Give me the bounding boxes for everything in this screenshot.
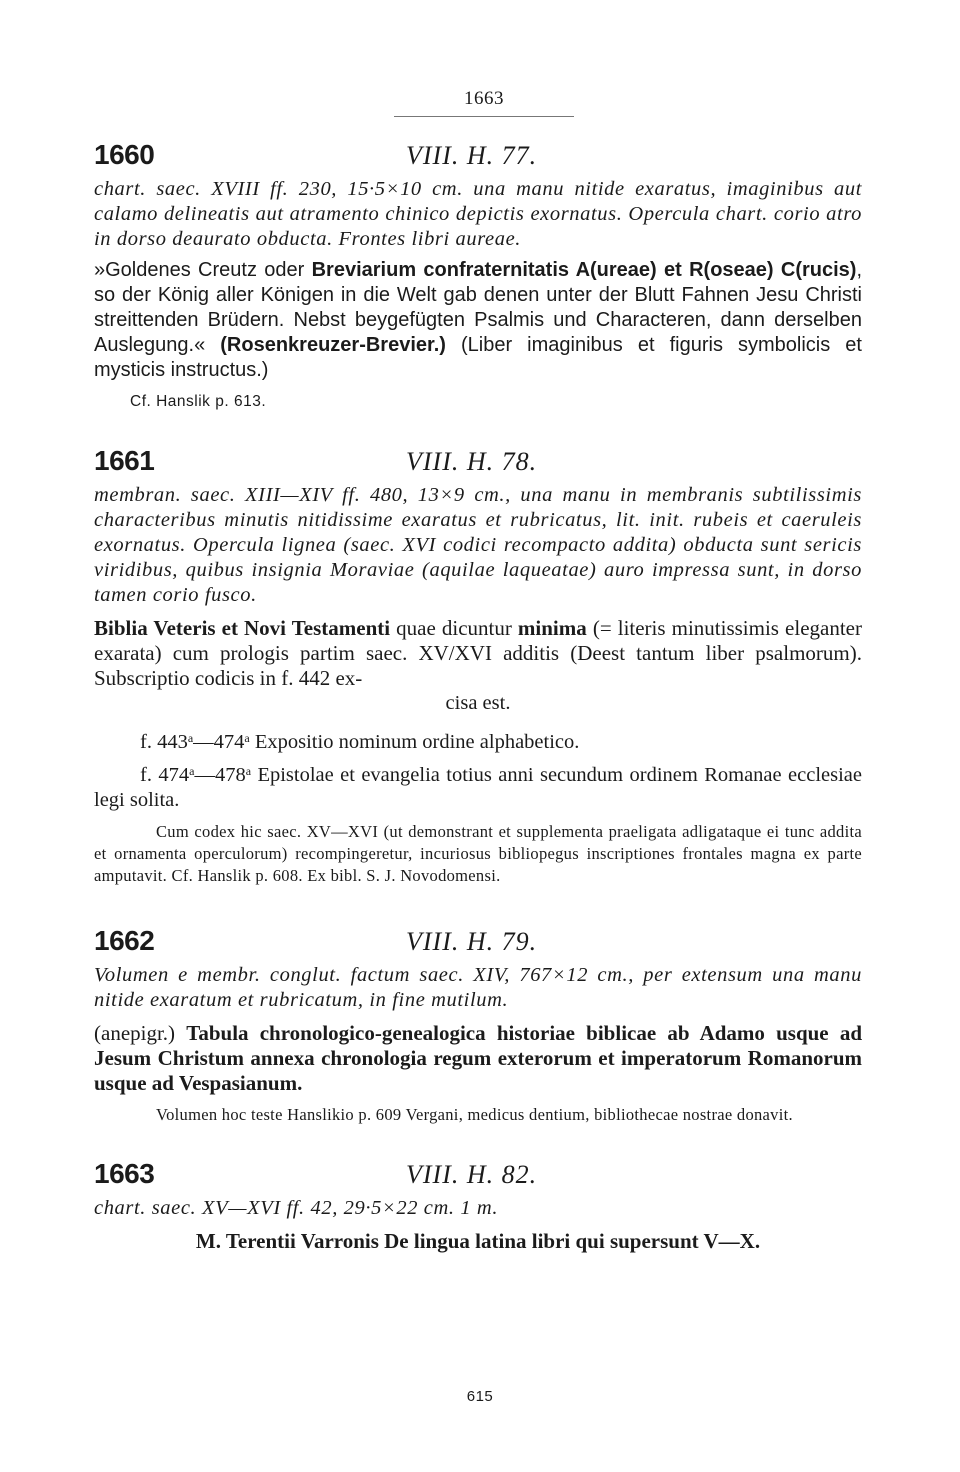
provenance-note: Cum codex hic saec. XV—XVI (ut demonstrant et supplementa praeligata adligataque ei tunc addita et ornamenta operculorum) recompingeretur, incuriosus bibliopegus inscriptiones frontales magna ex parte amputavit. Cf. Hanslik p. 608. Ex bibl. S. J. Novodomensi. bbox=[94, 822, 862, 885]
folio-side: a bbox=[187, 731, 194, 745]
entry-number: 1662 bbox=[94, 925, 155, 956]
catalogue-entry-1661 bbox=[94, 445, 862, 887]
folio-ref: f. 474 bbox=[140, 764, 190, 786]
work-title bbox=[94, 1229, 862, 1254]
running-head: 1663 bbox=[394, 88, 574, 117]
provenance-note: Volumen hoc teste Hanslikio p. 609 Vergani, medicus dentium, bibliothecae nostrae donavit. bbox=[156, 1105, 793, 1124]
title-prefix: (anepigr.) bbox=[94, 1021, 187, 1045]
shelfmark: VIII. H. 77. bbox=[406, 141, 538, 170]
title-part-bold: (Rosenkreuzer-Brevier.) bbox=[220, 334, 446, 356]
entry-heading bbox=[94, 1158, 862, 1190]
entry-number: 1663 bbox=[94, 1158, 155, 1189]
bibliographic-reference: Cf. Hanslik p. 613. bbox=[130, 393, 267, 410]
title-bold: minima bbox=[517, 616, 587, 640]
entry-heading bbox=[94, 139, 862, 171]
shelfmark: VIII. H. 79. bbox=[406, 927, 538, 956]
contents-item bbox=[94, 730, 862, 755]
shelfmark: VIII. H. 82. bbox=[406, 1160, 538, 1189]
entry-number: 1661 bbox=[94, 445, 155, 476]
codicological-description: Volumen e membr. conglut. factum saec. XIV, 767×12 cm., per extensum una manu nitide exaratum et rubricatum, in fine mutilum. bbox=[94, 964, 862, 1011]
title-continuation: cisa est. bbox=[445, 692, 511, 714]
contents-text: Expositio nominum ordine alphabetico. bbox=[249, 731, 580, 753]
title-part: »Goldenes Creutz oder bbox=[94, 259, 312, 281]
entry-number: 1660 bbox=[94, 139, 155, 170]
title-text: quae dicuntur bbox=[390, 616, 518, 640]
codicological-description: chart. saec. XV—XVI ff. 42, 29·5×22 cm. 1 m. bbox=[94, 1197, 499, 1219]
folio-side: a bbox=[189, 764, 195, 778]
title-bold: Tabula chronologico-genealogica historiae biblicae ab Adamo usque ad Jesum Christum annexa chronologia regum exterorum et imperatorum Romanorum usque ad Vespasianum. bbox=[94, 1021, 863, 1095]
title-part: (Liber imaginibus et figuris symbolicis et mysticis instructus.) bbox=[94, 334, 862, 381]
folio-side: a bbox=[244, 731, 250, 745]
codicological-description: chart. saec. XVIII ff. 230, 15·5×10 cm. una manu nitide exaratus, imaginibus aut calamo delineatis aut atramento chinico depictis exornatus. Opercula chart. corio atro in dorso deaurato obducta. Frontes libri aureae. bbox=[94, 178, 862, 250]
document-page bbox=[94, 88, 862, 1258]
title-part: , so der König aller Königen in die Welt gab denen unter der Blutt Fahnen Jesu Christi streittenden Brüdern. Nebst beygefügten Psalmis und Characteren, dann derselben Auslegung.« bbox=[94, 259, 863, 356]
catalogue-entry-1662 bbox=[94, 925, 862, 1126]
page-number: 615 bbox=[466, 1388, 494, 1405]
work-title bbox=[94, 616, 862, 691]
folio-side: a bbox=[245, 764, 252, 778]
folio-ref: —474 bbox=[193, 731, 245, 753]
folio-ref: f. 443 bbox=[140, 731, 188, 753]
contents-item bbox=[94, 763, 862, 813]
title-text: (= literis minutissimis eleganter exarata) cum prologis partim saec. XV/XVI additis (Deest tantum liber psalmorum). Subscriptio codicis in f. 442 ex- bbox=[94, 616, 862, 690]
title-bold: Biblia Veteris et Novi Testamenti bbox=[94, 616, 391, 640]
contents-text: Epistolae et evangelia totius anni secundum ordinem Romanae ecclesiae legi solita. bbox=[94, 764, 863, 811]
title-bold: M. Terentii Varronis De lingua latina libri qui supersunt V—X. bbox=[195, 1229, 761, 1253]
catalogue-entry-1660 bbox=[94, 139, 862, 411]
codicological-description: membran. saec. XIII—XIV ff. 480, 13×9 cm., una manu in membranis subtilissimis characteribus minutis nitidissime exaratus et rubricatus, lit. init. rubeis et caeruleis exornatus. Opercula lignea (saec. XVI codici recompacto addita) obducta sunt sericis viridibus, quibus insignia Moraviae (aquilae laqueatae) auro impressa sunt, in dorso tamen corio fusco. bbox=[94, 484, 862, 606]
title-part-bold: Breviarium confraternitatis A(ureae) et R(oseae) C(rucis) bbox=[311, 259, 857, 281]
entry-heading bbox=[94, 445, 862, 477]
work-title bbox=[94, 1021, 862, 1096]
shelfmark: VIII. H. 78. bbox=[406, 447, 538, 476]
folio-ref: —478 bbox=[194, 764, 246, 786]
catalogue-entry-1663 bbox=[94, 1158, 862, 1254]
work-title bbox=[94, 258, 862, 383]
entry-heading bbox=[94, 925, 862, 957]
